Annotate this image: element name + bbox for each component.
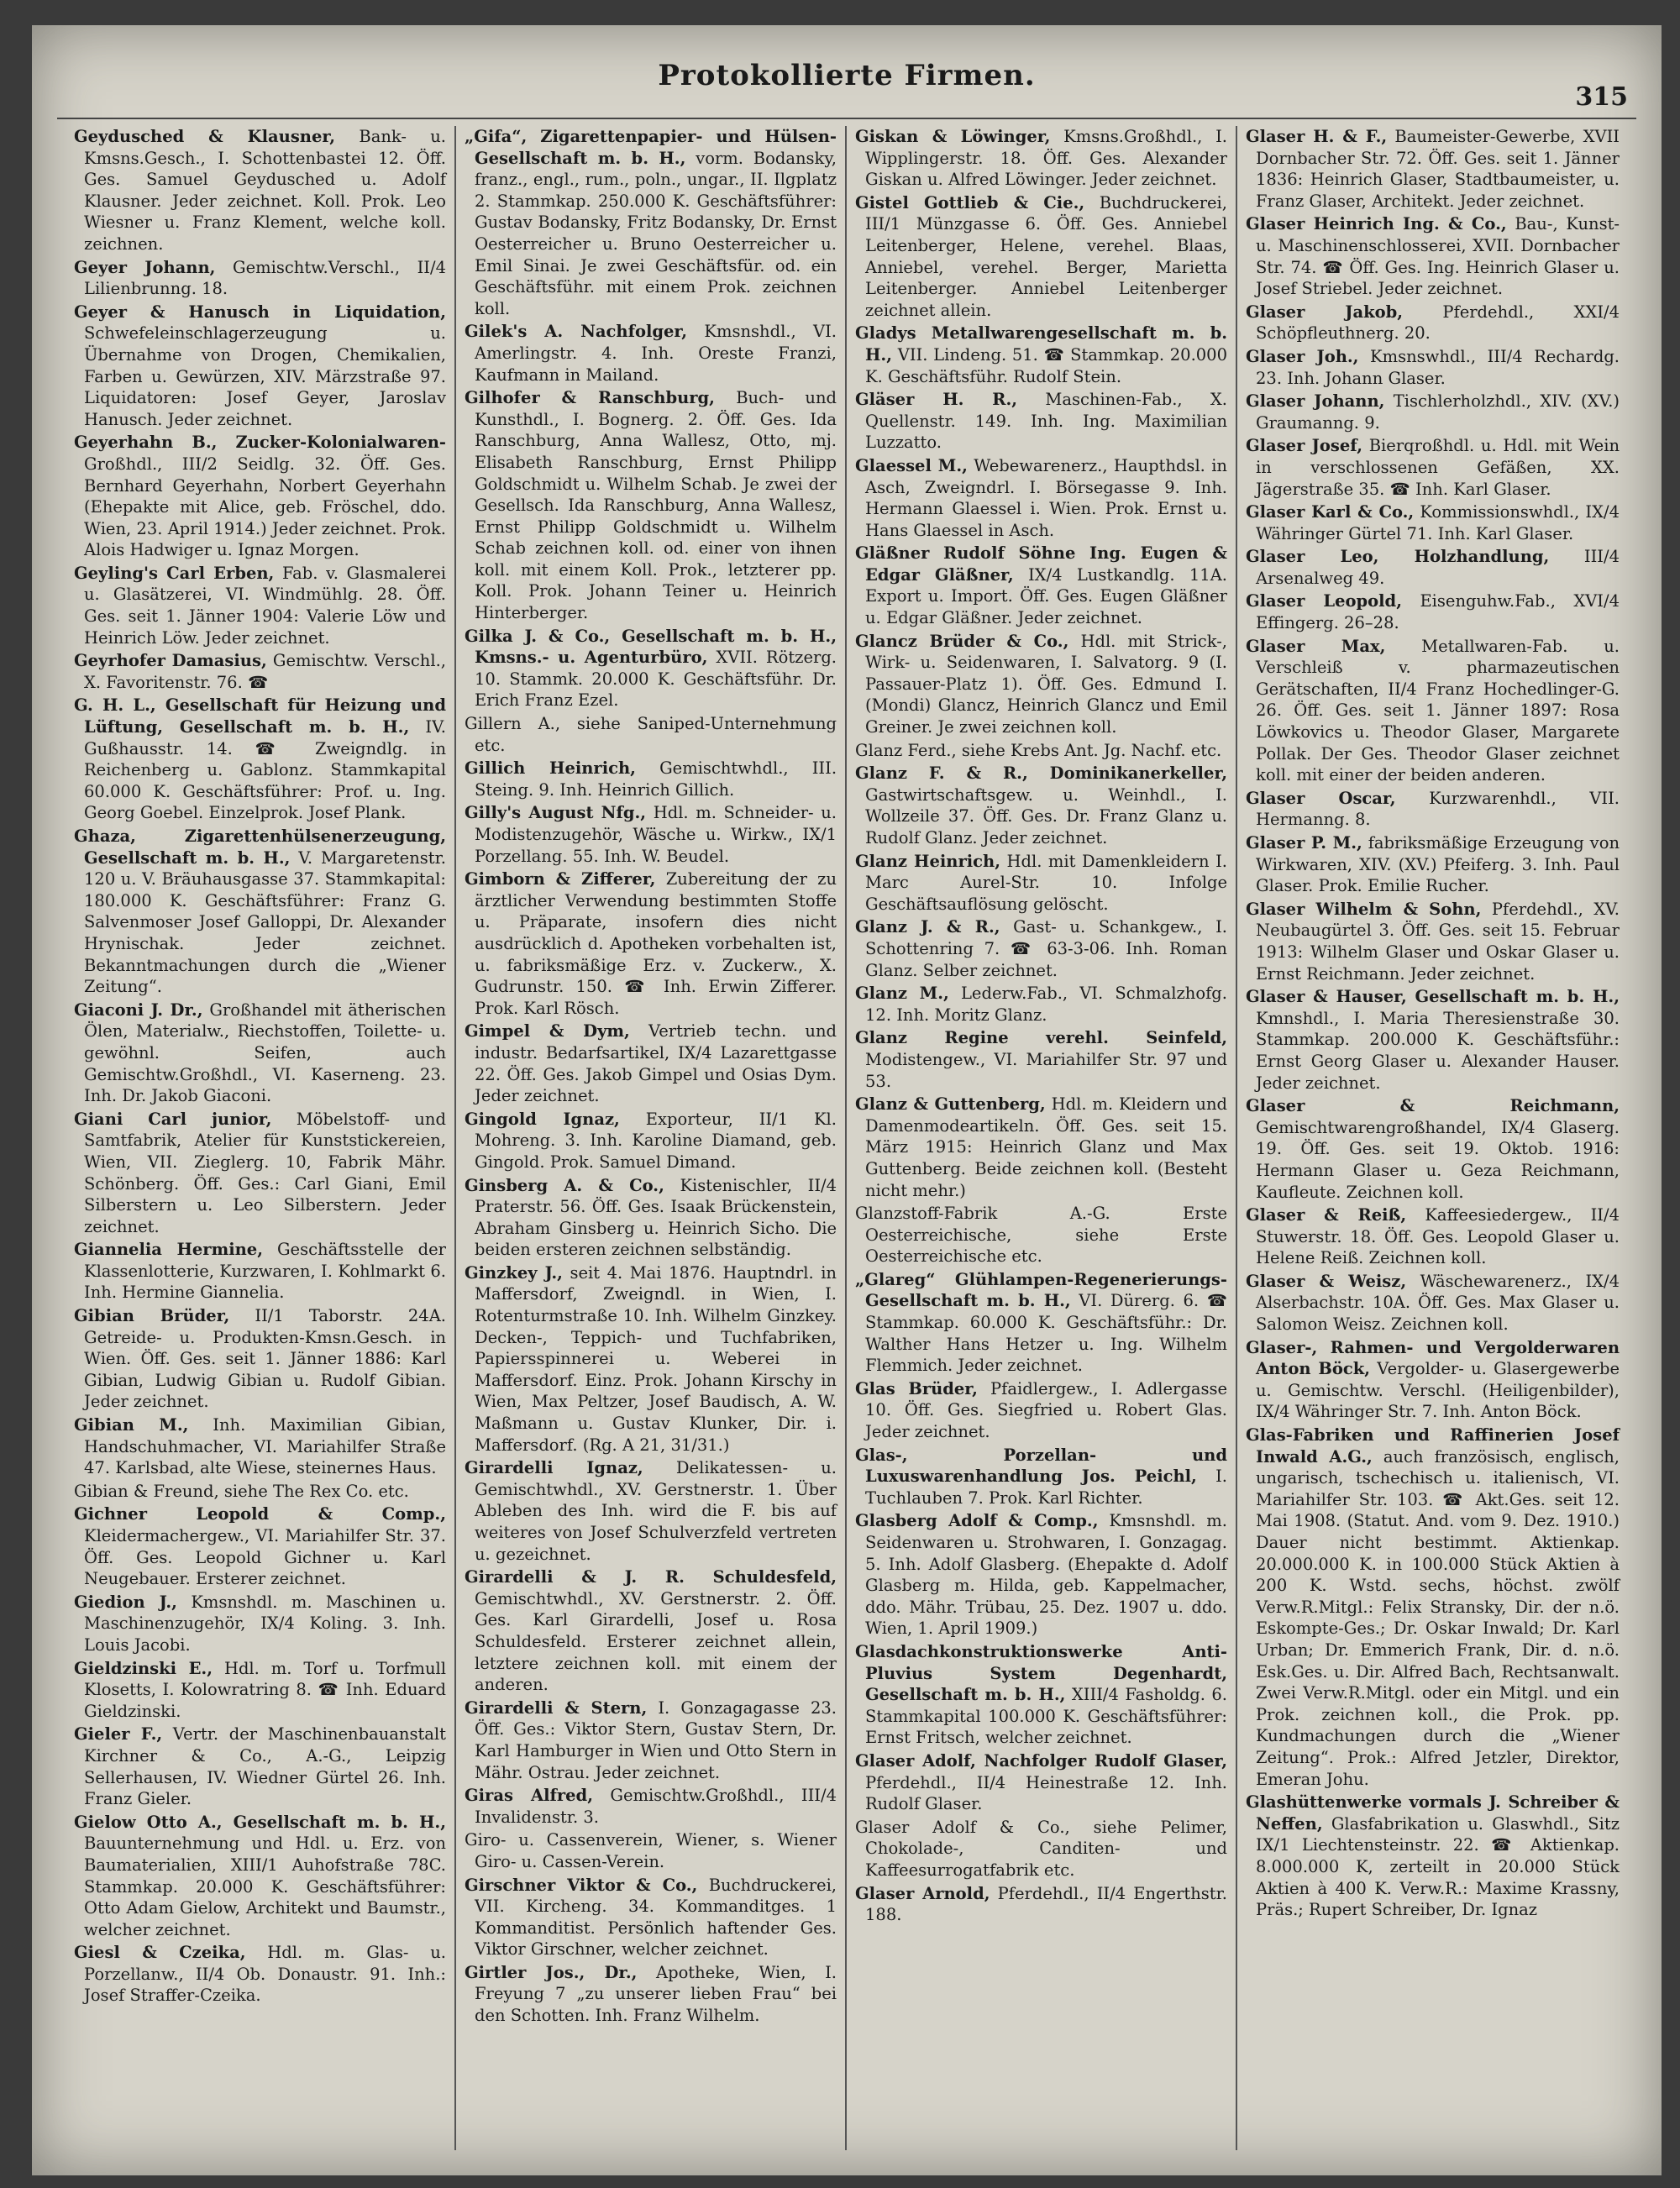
firm-details: Vertr. der Maschinenbauanstalt Kirchner & Co., A.-G., Leipzig Sellerhausen, IV. Wiedner Gürtel 26. Inh. Franz Gieler.	[84, 1724, 446, 1809]
firm-details: Kmsnswhdl., III/4 Rechardg. 23. Inh. Johann Glaser.	[1256, 346, 1620, 388]
column-1	[66, 126, 456, 2150]
column-4	[1237, 126, 1628, 2150]
firm-details: Kmsnshdl. m. Seidenwaren u. Strohwaren, I. Gonzagag. 5. Inh. Adolf Glasberg. (Ehepakte d. Adolf Glasberg m. Hilda, geb. Kappelmacher, ddo. Mähr. Trübau, 25. Dez. 1907 u. ddo. Wien, 1. April 1909.)	[865, 1511, 1227, 1639]
directory-entry	[855, 1203, 1227, 1267]
firm-details: XVII. Rötzerg. 10. Stammk. 20.000 K. Geschäftsführ. Dr. Erich Franz Ezel.	[475, 648, 837, 711]
firm-name: Glaser Heinrich Ing. & Co.,	[1246, 214, 1507, 234]
directory-entry	[855, 192, 1227, 322]
directory-entry	[465, 1175, 837, 1261]
directory-page	[32, 25, 1662, 2175]
firm-name: Gilka J. & Co., Gesellschaft m. b. H., Kmsns.- u. Agenturbüro,	[465, 626, 837, 668]
directory-entry	[1246, 1095, 1620, 1203]
firm-details: Webewarenerz., Haupthdsl. in Asch, Zweigndrl. I. Börsegasse 9. Inh. Hermann Glaessel i. Wien. Prok. Ernst u. Hans Glaessel in Asch.	[865, 455, 1227, 540]
firm-details: Kmsnshdl. m. Maschinen u. Maschinenzugehör, IX/4 Koling. 3. Inh. Louis Jacobi.	[84, 1592, 447, 1655]
firm-details: Gemischtw.Großhdl., III/4 Invalidenstr. 3.	[475, 1786, 837, 1827]
firm-name: Geyrhofer Damasius,	[74, 651, 267, 671]
firm-details: I. Gonzagagasse 23. Öff. Ges.: Viktor Stern, Gustav Stern, Dr. Karl Hamburger in Wien und Otto Stern in Mähr. Ostrau. Jeder zeichnet.	[475, 1697, 837, 1782]
firm-name: Glasberg Adolf & Comp.,	[855, 1511, 1099, 1531]
firm-details: Baumeister-Gewerbe, XVII Dornbacher Str. 72. Öff. Ges. seit 1. Jänner 1836: Heinrich Glaser, Stadtbaumeister, u. Franz Glaser, Architekt. Jeder zeichnet.	[1256, 127, 1620, 211]
firm-details: Geschäftsstelle der Klassenlotterie, Kurzwaren, I. Kohlmarkt 6. Inh. Hermine Giannelia.	[84, 1240, 446, 1303]
firm-details: V. Margaretenstr. 120 u. V. Bräuhausgasse 37. Stammkapital: 180.000 K. Geschäftsführer: Franz G. Salvenmoser Josef Galloppi, Dr. Alexander Hrynischak. Jeder zeichnet. Bekanntmachungen durch die „Wiener Zeitung“.	[84, 847, 446, 997]
directory-entry	[855, 1094, 1227, 1201]
directory-entry	[74, 1305, 446, 1413]
directory-entry	[74, 826, 446, 998]
columns	[66, 126, 1628, 2150]
firm-name: Gielow Otto A., Gesellschaft m. b. H.,	[74, 1812, 446, 1832]
directory-entry	[1246, 986, 1620, 1094]
directory-entry	[1246, 899, 1620, 984]
firm-name: Gläser H. R.,	[855, 390, 1018, 410]
directory-entry	[1246, 391, 1620, 433]
directory-entry	[74, 650, 446, 693]
firm-name: Girardelli Ignaz,	[465, 1458, 643, 1478]
firm-details: Hdl. m. Torf u. Torfmull Klosetts, I. Kolowratring 8. ☎ Inh. Eduard Gieldzinski.	[84, 1658, 447, 1721]
firm-name: „Glareg“ Glühlampen-Regenerierungs-Gesellschaft m. b. H.,	[855, 1269, 1227, 1311]
firm-details: Kistenischler, II/4 Praterstr. 56. Öff. Ges. Isaak Brückenstein, Abraham Ginsberg u. Heinrich Sicho. Die beiden ersteren zeichnen selbständig.	[475, 1175, 837, 1260]
firm-name: Glasdachkonstruktionswerke Anti-Pluvius System Degenhardt, Gesellschaft m. b. H.,	[855, 1641, 1227, 1705]
firm-name: „Gifa“, Zigarettenpapier- und Hülsen-Gesellschaft m. b. H.,	[465, 127, 837, 168]
directory-entry	[465, 1566, 837, 1696]
firm-details: II/1 Taborstr. 24A. Getreide- u. Produkten-Kmsn.Gesch. in Wien. Öff. Ges. seit 1. Jänner 1886: Karl Gibian, Ludwig Gibian u. Rudolf Gibian. Jeder zeichnet.	[84, 1306, 446, 1412]
firm-details: Giro- u. Cassenverein, Wiener, s. Wiener Giro- u. Cassen-Verein.	[465, 1830, 837, 1871]
firm-name: Glaser & Reiß,	[1246, 1205, 1407, 1225]
firm-name: Gillich Heinrich,	[465, 758, 636, 779]
directory-entry	[855, 631, 1227, 738]
directory-entry	[465, 1262, 837, 1456]
directory-entry	[465, 802, 837, 867]
directory-entry	[1246, 1204, 1620, 1269]
firm-name: Gladys Metallwarengesellschaft m. b. H.,	[855, 323, 1227, 365]
firm-name: Gilly's August Nfg.,	[465, 803, 647, 823]
firm-name: Ginzkey J.,	[465, 1262, 563, 1283]
firm-name: Gimborn & Zifferer,	[465, 869, 656, 889]
firm-details: Buch- und Kunsthdl., I. Bognerg. 2. Öff. Ges. Ida Ranschburg, Anna Wallesz, Otto, mj. Elisabeth Ranschburg, Ernst Philipp Goldschmidt u. Wilhelm Schab. Je zwei der Gesellsch. Ida Ranschburg, Anna Wallesz, Ernst Philipp Goldschmidt u. Wilhelm Schab zeichnen koll. od. einer von ihnen koll. mit einem Koll. Prok., letzterer pp. Koll. Prok. Johann Teiner u. Heinrich Hinterberger.	[475, 388, 837, 623]
directory-entry	[74, 1414, 446, 1479]
firm-details: Lederw.Fab., VI. Schmalzhofg. 12. Inh. Moritz Glanz.	[865, 984, 1227, 1025]
header-rule	[57, 118, 1636, 119]
firm-name: Geyling's Carl Erben,	[74, 563, 275, 583]
firm-name: Glaessel M.,	[855, 455, 968, 475]
firm-name: Glaser Oscar,	[1246, 788, 1396, 808]
directory-entry	[855, 455, 1227, 541]
directory-entry	[855, 1027, 1227, 1092]
firm-name: Girardelli & J. R. Schuldesfeld,	[465, 1567, 837, 1587]
directory-entry	[465, 1021, 837, 1106]
directory-entry	[74, 1724, 446, 1809]
firm-name: Giskan & Löwinger,	[855, 127, 1051, 146]
directory-entry	[74, 1109, 446, 1238]
directory-entry	[1246, 126, 1620, 212]
directory-entry	[855, 916, 1227, 981]
firm-details: Kommissionswhdl., IX/4 Währinger Gürtel 71. Inh. Karl Glaser.	[1256, 502, 1620, 543]
directory-entry	[465, 1457, 837, 1565]
firm-name: Girardelli & Stern,	[465, 1697, 648, 1718]
directory-entry	[1246, 1337, 1620, 1423]
firm-details: auch französisch, englisch, ungarisch, tschechisch u. italienisch, VI. Mariahilfer Str. 103. ☎ Akt.Ges. seit 12. Mai 1908. (Statut. And. vom 9. Dez. 1910.) Dauer nicht bestimmt. Aktienkap. 20.000.000 K. in 100.000 Stück Aktien à 200 K. Wstd. sechs, höchst. zwölf Verw.R.Mitgl.: Felix Stransky, Dir. der n.ö. Eskompte-Ges.; Dr. Oskar Inwald; Dr. Karl Urban; Dr. Emmerich Frank, Dir. d. n.ö. Esk.Ges. u. Dir. Alfred Bach, Rechtsanwalt. Zwei Verw.R.Mitgl. oder ein Mitgl. und ein Prok. zeichnen koll., die Prok. pp. Kundmachungen durch die „Wiener Zeitung“. Prok.: Alfred Jetzler, Direktor, Emeran Johu.	[1256, 1446, 1620, 1789]
directory-entry	[465, 1785, 837, 1828]
directory-entry	[1246, 546, 1620, 589]
firm-details: Gastwirtschaftsgew. u. Weinhdl., I. Wollzeile 37. Öff. Ges. Dr. Franz Glanz u. Rudolf Glanz. Jeder zeichnet.	[865, 784, 1227, 847]
directory-entry	[1246, 788, 1620, 831]
directory-entry	[1246, 302, 1620, 344]
firm-name: Geyer & Hanusch in Liquidation,	[74, 302, 446, 322]
firm-name: Gieler F.,	[74, 1724, 163, 1745]
firm-details: Bau-, Kunst- u. Maschinenschlosserei, XVII. Dornbacher Str. 74. ☎ Öff. Ges. Ing. Heinrich Glaser u. Josef Striebel. Jeder zeichnet.	[1256, 214, 1620, 299]
directory-entry	[855, 1641, 1227, 1749]
directory-entry	[74, 1481, 446, 1503]
firm-name: Glaser & Weisz,	[1246, 1271, 1407, 1291]
firm-details: Vertrieb techn. und industr. Bedarfsartikel, IX/4 Lazarettgasse 22. Öff. Ges. Jakob Gimpel und Osias Dym. Jeder zeichnet.	[475, 1021, 837, 1106]
firm-details: Gemischtwhdl., III. Steing. 9. Inh. Heinrich Gillich.	[475, 758, 837, 800]
firm-details: Gemischtw. Verschl., X. Favoritenstr. 76. ☎	[84, 651, 446, 692]
firm-details: Glasfabrikation u. Glaswhdl., Sitz IX/1 Liechtensteinstr. 22. ☎ Aktienkap. 8.000.000 K, zerteilt in 20.000 Stück Aktien à 400 K. Verw.R.: Maxime Krassny, Präs.; Rupert Schreiber, Dr. Ignaz	[1256, 1813, 1620, 1920]
directory-entry	[465, 758, 837, 800]
directory-entry	[465, 868, 837, 1019]
firm-details: Möbelstoff- und Samtfabrik, Atelier für Kunststickereien, Wien, VII. Zieglerg. 10, Fabrik Mähr. Schönberg. Öff. Ges.: Carl Giani, Emil Silberstern u. Leo Silberstern. Jeder zeichnet.	[84, 1109, 446, 1236]
directory-entry	[855, 1269, 1227, 1377]
firm-details: Vergolder- u. Glasergewerbe u. Gemischtw. Verschl. (Heiligenbilder), IX/4 Währinger Str. 7. Inh. Anton Böck.	[1256, 1359, 1620, 1422]
firm-name: Glaser P. M.,	[1246, 833, 1362, 853]
firm-details: Glanzstoff-Fabrik A.-G. Erste Oesterreichische, siehe Erste Oesterreichische etc.	[855, 1204, 1227, 1267]
firm-name: Glaser Arnold,	[855, 1883, 990, 1903]
directory-entry	[465, 713, 837, 756]
firm-details: Gillern A., siehe Saniped-Unternehmung etc.	[465, 714, 837, 755]
firm-details: Delikatessen- u. Gemischtwhdl., XV. Gerstnerstr. 1. Über Ableben des Inh. wird die F. bis auf weiteres von Josef Schulverzfeld vertreten u. gezeichnet.	[475, 1458, 837, 1564]
directory-entry	[465, 321, 837, 386]
firm-name: Glaser & Reichmann,	[1246, 1096, 1620, 1116]
firm-name: Glas Brüder,	[855, 1378, 978, 1398]
firm-name: Gibian Brüder,	[74, 1306, 230, 1326]
firm-details: Modistengew., VI. Mariahilfer Str. 97 und 53.	[865, 1049, 1227, 1091]
directory-entry	[855, 1510, 1227, 1640]
firm-details: seit 4. Mai 1876. Hauptndrl. in Maffersdorf, Zweigndl. in Wien, I. Rotenturmstraße 10. Inh. Wilhelm Ginzkey. Decken-, Teppich- und Tuchfabriken, Papiersspinnerei u. Weberei in Maffersdorf. Einz. Prok. Johann Kirschy in Wien, Max Peltzer, Josef Baudisch, A. W. Maßmann u. Gustav Klunker, Dir. i. Maffersdorf. (Rg. A 21, 31/31.)	[475, 1262, 837, 1455]
directory-entry	[1246, 590, 1620, 633]
firm-details: Kleidermachergew., VI. Mariahilfer Str. 37. Öff. Ges. Leopold Gichner u. Karl Neugebauer. Ersterer zeichnet.	[84, 1526, 446, 1589]
directory-entry	[855, 763, 1227, 848]
directory-entry	[1246, 636, 1620, 786]
directory-entry	[74, 1942, 446, 2007]
directory-entry	[74, 257, 446, 300]
firm-name: Glaser Josef,	[1246, 436, 1363, 456]
page-header: Protokollierte Firmen.	[658, 59, 1036, 92]
directory-entry	[855, 851, 1227, 916]
directory-entry	[74, 302, 446, 431]
directory-entry	[855, 983, 1227, 1026]
firm-details: IX/4 Lustkandlg. 11A. Export u. Import. Öff. Ges. Eugen Gläßner u. Edgar Gläßner. Jeder zeichnet.	[865, 564, 1227, 628]
firm-details: Glanz Ferd., siehe Krebs Ant. Jg. Nachf. etc.	[855, 740, 1222, 760]
directory-entry	[465, 1875, 837, 1960]
firm-details: I. Tuchlauben 7. Prok. Karl Richter.	[865, 1467, 1227, 1508]
directory-entry	[74, 563, 446, 648]
firm-details: Kmsns.Großhdl., I. Wipplingerstr. 18. Öff. Ges. Alexander Giskan u. Alfred Löwinger. Jeder zeichnet.	[865, 127, 1227, 190]
firm-name: G. H. L., Gesellschaft für Heizung und Lüftung, Gesellschaft m. b. H.,	[74, 695, 446, 737]
firm-details: Kurzwarenhdl., VII. Hermanng. 8.	[1256, 788, 1620, 830]
firm-details: Gemischtw.Verschl., II/4 Lilienbrunng. 18.	[84, 257, 446, 299]
firm-details: Kmnshdl., I. Maria Theresienstraße 30. Stammkap. 200.000 K. Geschäftsführ.: Ernst Georg Glaser u. Alexander Hauser. Jeder zeichnet.	[1256, 1008, 1620, 1093]
firm-details: Buchdruckerei, III/1 Münzgasse 6. Öff. Ges. Anniebel Leitenberger, Helene, verehel. Blaas, Anniebel, verehel. Berger, Marietta Leitenberger. Anniebel Leitenberger zeichnet allein.	[865, 192, 1227, 320]
directory-entry	[74, 695, 446, 824]
firm-name: Gichner Leopold & Comp.,	[74, 1504, 446, 1524]
directory-entry	[855, 543, 1227, 628]
directory-entry	[74, 432, 446, 561]
firm-name: Glaser Jakob,	[1246, 302, 1404, 322]
directory-entry	[855, 1817, 1227, 1881]
page-number: 315	[1575, 82, 1628, 112]
directory-entry	[855, 126, 1227, 191]
firm-details: XIII/4 Fasholdg. 6. Stammkapital 100.000 K. Geschäftsführer: Ernst Fritsch, welcher zeichnet.	[865, 1685, 1227, 1748]
firm-name: Gingold Ignaz,	[465, 1109, 620, 1129]
firm-details: Kmsnshdl., VI. Amerlingstr. 4. Inh. Oreste Franzi, Kaufmann in Mailand.	[475, 322, 837, 385]
firm-details: Pferdehdl., XXI/4 Schöpfleuthnerg. 20.	[1256, 302, 1620, 344]
firm-name: Gilek's A. Nachfolger,	[465, 322, 688, 342]
firm-details: Gast- u. Schankgew., I. Schottenring 7. ☎ 63-3-06. Inh. Roman Glanz. Selber zeichnet.	[865, 917, 1227, 980]
directory-entry	[74, 1592, 446, 1656]
directory-entry	[1246, 1792, 1620, 1921]
firm-details: Hdl. mit Damenkleidern I. Marc Aurel-Str. 10. Infolge Geschäftsauflösung gelöscht.	[865, 851, 1227, 914]
firm-name: Giedion J.,	[74, 1592, 177, 1612]
directory-entry	[1246, 346, 1620, 389]
firm-name: Glaser H. & F.,	[1246, 127, 1388, 146]
firm-details: IV. Gußhausstr. 14. ☎ Zweigndlg. in Reichenberg u. Gablonz. Stammkapital 60.000 K. Geschäftsführer: Prof. u. Ing. Georg Goebel. Einzelprok. Josef Plank.	[84, 717, 446, 823]
firm-name: Glas-Fabriken und Raffinerien Josef Inwald A.G.,	[1246, 1425, 1620, 1467]
firm-details: Tischlerholzhdl., XIV. (XV.) Graumanng. 9.	[1256, 391, 1620, 433]
firm-details: Buchdruckerei, VII. Kircheng. 34. Kommanditges. 1 Kommanditist. Persönlich haftender Ges. Viktor Girschner, welcher zeichnet.	[475, 1875, 837, 1960]
firm-name: Gilhofer & Ranschburg,	[465, 388, 715, 408]
directory-entry	[855, 323, 1227, 387]
firm-name: Glaser Leopold,	[1246, 591, 1402, 611]
firm-name: Girschner Viktor & Co.,	[465, 1875, 698, 1895]
directory-entry	[855, 1378, 1227, 1443]
directory-entry	[855, 740, 1227, 762]
directory-entry	[465, 1962, 837, 2027]
directory-entry	[465, 126, 837, 319]
firm-name: Glaser Wilhelm & Sohn,	[1246, 899, 1482, 919]
firm-name: Glanz J. & R.,	[855, 917, 1000, 937]
firm-details: Apotheke, Wien, I. Freyung 7 „zu unserer lieben Frau“ bei den Schotten. Inh. Franz Wilhelm.	[475, 1962, 837, 2026]
firm-details: Bank- u. Kmsns.Gesch., I. Schottenbastei 12. Öff. Ges. Samuel Geydusched u. Adolf Klausner. Jeder zeichnet. Koll. Prok. Leo Wiesner u. Franz Klement, welche koll. zeichnen.	[84, 127, 446, 254]
firm-details: Eisenguhw.Fab., XVI/4 Effingerg. 26–28.	[1256, 591, 1620, 633]
firm-details: Wäschewarenerz., IX/4 Alserbachstr. 10A. Öff. Ges. Max Glaser u. Salomon Weisz. Zeichnen koll.	[1256, 1271, 1620, 1335]
firm-name: Geydusched & Klausner,	[74, 127, 336, 146]
firm-name: Glaser Karl & Co.,	[1246, 502, 1415, 522]
firm-name: Giaconi J. Dr.,	[74, 1000, 203, 1020]
firm-details: Maschinen-Fab., X. Quellenstr. 149. Inh. Ing. Maximilian Luzzatto.	[865, 390, 1227, 453]
firm-details: Pferdehdl., XV. Neubaugürtel 3. Öff. Ges. seit 15. Februar 1913: Wilhelm Glaser und Oskar Glaser u. Ernst Reichmann. Jeder zeichnet.	[1256, 899, 1620, 984]
firm-details: Gemischtwhdl., XV. Gerstnerstr. 2. Öff. Ges. Karl Girardelli, Josef u. Rosa Schuldesfeld. Ersterer zeichnet allein, letztere zeichnen koll. mit einem der anderen.	[475, 1588, 837, 1695]
firm-name: Glaser Johann,	[1246, 391, 1385, 412]
firm-name: Ginsberg A. & Co.,	[465, 1175, 664, 1195]
firm-details: Inh. Maximilian Gibian, Handschuhmacher, VI. Mariahilfer Straße 47. Karlsbad, alte Wiese, steinernes Haus.	[84, 1415, 446, 1478]
firm-details: fabriksmäßige Erzeugung von Wirkwaren, XIV. (XV.) Pfeiferg. 3. Inh. Paul Glaser. Prok. Emilie Rucher.	[1256, 833, 1620, 896]
directory-entry	[855, 389, 1227, 454]
firm-details: Pfaidlergew., I. Adlergasse 10. Öff. Ges. Siegfried u. Robert Glas. Jeder zeichnet.	[865, 1378, 1227, 1442]
firm-details: Großhandel mit ätherischen Ölen, Materialw., Riechstoffen, Toilette- u. gewöhnl. Seifen, auch Gemischtw.Großhdl., VI. Kaserneng. 23. Inh. Dr. Jakob Giaconi.	[84, 1000, 447, 1106]
firm-name: Girtler Jos., Dr.,	[465, 1962, 638, 1982]
firm-details: Pferdehdl., II/4 Engerthstr. 188.	[865, 1883, 1228, 1925]
directory-entry	[74, 1658, 446, 1723]
firm-name: Glaser & Hauser, Gesellschaft m. b. H.,	[1246, 987, 1620, 1007]
directory-entry	[855, 1445, 1227, 1509]
firm-name: Glas-, Porzellan- und Luxuswarenhandlung Jos. Peichl,	[855, 1445, 1227, 1487]
firm-name: Glashüttenwerke vormals J. Schreiber & Neffen,	[1246, 1792, 1620, 1834]
directory-entry	[74, 1000, 446, 1107]
firm-name: Gibian M.,	[74, 1415, 189, 1435]
firm-details: Zubereitung der zu ärztlicher Verwendung bestimmten Stoffe u. Präparate, insofern dies nicht ausdrücklich d. Apotheken vorbehalten ist, u. fabriksmäßige Erz. v. Zuckerw., X. Gudrunstr. 150. ☎ Inh. Erwin Zifferer. Prok. Karl Rösch.	[475, 869, 837, 1018]
firm-details: Hdl. mit Strick-, Wirk- u. Seidenwaren, I. Salvatorg. 9 (I. Passauer-Platz 1). Öff. Ges. Edmund I. (Mondi) Glancz, Heinrich Glancz und Emil Greiner. Je zwei zeichnen koll.	[865, 631, 1227, 737]
firm-name: Glaser-, Rahmen- und Vergolderwaren Anton Böck,	[1246, 1337, 1620, 1379]
firm-details: Hdl. m. Kleidern und Damenmodeartikeln. Öff. Ges. seit 15. März 1915: Heinrich Glanz und Max Guttenberg. Beide zeichnen koll. (Besteht nicht mehr.)	[865, 1094, 1227, 1200]
firm-name: Geyerhahn B., Zucker-Kolonialwaren-	[74, 433, 446, 453]
firm-name: Glanz Regine verehl. Seinfeld,	[855, 1028, 1227, 1048]
firm-details: Gibian & Freund, siehe The Rex Co. etc.	[74, 1481, 409, 1501]
directory-entry	[1246, 501, 1620, 544]
firm-details: Metallwaren-Fab. u. Verschleiß v. pharmazeutischen Gerätschaften, II/4 Franz Hochedlinger-G. 26. Öff. Ges. seit 1. Jänner 1897: Rosa Löwkovics u. Theodor Glaser, Margarete Pollak. Der Ges. Theodor Glaser zeichnet koll. mit einer der beiden anderen.	[1256, 636, 1620, 785]
firm-name: Glanz F. & R., Dominikanerkeller,	[855, 763, 1227, 784]
directory-entry	[465, 1829, 837, 1872]
firm-name: Glanz M.,	[855, 984, 949, 1004]
directory-entry	[1246, 1425, 1620, 1790]
firm-details: Hdl. m. Schneider- u. Modistenzugehör, Wäsche u. Wirkw., IX/1 Porzellang. 55. Inh. W. Beudel.	[475, 803, 837, 866]
firm-name: Glaser Max,	[1246, 636, 1386, 656]
directory-entry	[465, 1697, 837, 1783]
firm-details: Gemischtwarengroßhandel, IX/4 Glaserg. 19. Öff. Ges. seit 19. Oktob. 1916: Hermann Glaser u. Geza Reichmann, Kaufleute. Zeichnen koll.	[1256, 1117, 1620, 1202]
firm-name: Ghaza, Zigarettenhülsenerzeugung, Gesellschaft m. b. H.,	[74, 826, 446, 868]
firm-details: VI. Dürerg. 6. ☎ Stammkap. 60.000 K. Geschäftsführ.: Dr. Walther Hans Hetzer u. Ing. Wilhelm Flemmich. Jeder zeichnet.	[865, 1291, 1227, 1376]
directory-entry	[1246, 1271, 1620, 1335]
firm-name: Gieldzinski E.,	[74, 1658, 213, 1678]
firm-name: Glaser Adolf, Nachfolger Rudolf Glaser,	[855, 1750, 1227, 1771]
directory-entry	[74, 1503, 446, 1589]
firm-name: Gimpel & Dym,	[465, 1021, 630, 1042]
firm-name: Giras Alfred,	[465, 1786, 593, 1806]
column-3	[847, 126, 1237, 2150]
firm-name: Glanz Heinrich,	[855, 851, 1000, 871]
directory-entry	[465, 1109, 837, 1173]
firm-name: Glaser Leo, Holzhandlung,	[1246, 547, 1550, 567]
firm-name: Giesl & Czeika,	[74, 1943, 246, 1963]
directory-entry	[74, 1812, 446, 1941]
directory-entry	[1246, 435, 1620, 500]
directory-entry	[1246, 213, 1620, 299]
firm-name: Geyer Johann,	[74, 257, 216, 277]
firm-details: Bauunternehmung und Hdl. u. Erz. von Baumaterialien, XIII/1 Auhofstraße 78C. Stammkap. 20.000 K. Geschäftsführer: Otto Adam Gielow, Architekt und Baumstr., welcher zeichnet.	[84, 1834, 446, 1939]
firm-name: Giannelia Hermine,	[74, 1240, 263, 1260]
firm-details: vorm. Bodansky, franz., engl., rum., poln., ungar., II. Ilgplatz 2. Stammkap. 250.000 K. Geschäftsführer: Gustav Bodansky, Fritz Bodansky, Dr. Ernst Oesterreicher u. Bruno Oesterreicher u. Emil Sinai. Je zwei Geschäftsfür. od. ein Geschäftsführ. mit einem Prok. zeichnen koll.	[475, 148, 837, 318]
firm-name: Glanz & Guttenberg,	[855, 1094, 1046, 1115]
firm-details: Fab. v. Glasmalerei u. Glasätzerei, VI. Windmühlg. 28. Öff. Ges. seit 1. Jänner 1904: Valerie Löw und Heinrich Löw. Jeder zeichnet.	[84, 563, 447, 648]
firm-name: Gläßner Rudolf Söhne Ing. Eugen & Edgar Gläßner,	[855, 543, 1227, 585]
firm-details: Pferdehdl., II/4 Heinestraße 12. Inh. Rudolf Glaser.	[865, 1772, 1227, 1814]
firm-name: Glancz Brüder & Co.,	[855, 631, 1069, 651]
firm-name: Gistel Gottlieb & Cie.,	[855, 192, 1085, 213]
directory-entry	[74, 126, 446, 255]
firm-details: Hdl. m. Glas- u. Porzellanw., II/4 Ob. Donaustr. 91. Inh.: Josef Straffer-Czeika.	[84, 1943, 446, 2006]
firm-details: Exporteur, II/1 Kl. Mohreng. 3. Inh. Karoline Diamand, geb. Gingold. Prok. Samuel Dimand.	[475, 1109, 837, 1172]
firm-details: III/4 Arsenalweg 49.	[1256, 547, 1620, 588]
directory-entry	[855, 1883, 1227, 1926]
firm-details: Kaffeesiedergew., II/4 Stuwerstr. 18. Öff. Ges. Leopold Glaser u. Helene Reiß. Zeichnen koll.	[1256, 1205, 1620, 1268]
directory-entry	[465, 626, 837, 711]
directory-entry	[1246, 832, 1620, 897]
firm-name: Glaser Joh.,	[1246, 346, 1359, 366]
firm-details: Glaser Adolf & Co., siehe Pelimer, Chokolade-, Canditen- und Kaffeesurrogatfabrik etc.	[855, 1817, 1227, 1880]
firm-details: VII. Lindeng. 51. ☎ Stammkap. 20.000 K. Geschäftsführ. Rudolf Stein.	[865, 344, 1227, 386]
firm-name: Giani Carl junior,	[74, 1109, 272, 1129]
firm-details: Schwefeleinschlagerzeugung u. Übernahme von Drogen, Chemikalien, Farben u. Gewürzen, XIV. Märzstraße 97. Liquidatoren: Josef Geyer, Jaroslav Hanusch. Jeder zeichnet.	[84, 323, 446, 429]
directory-entry	[74, 1239, 446, 1304]
firm-details: Großhdl., III/2 Seidlg. 32. Öff. Ges. Bernhard Geyerhahn, Norbert Geyerhahn (Ehepakte mit Alice, geb. Fröschel, ddo. Wien, 23. April 1914.) Jeder zeichnet. Prok. Alois Hadwiger u. Ignaz Morgen.	[84, 454, 446, 560]
firm-details: Bierqroßhdl. u. Hdl. mit Wein in verschlossenen Gefäßen, XX. Jägerstraße 35. ☎ Inh. Karl Glaser.	[1256, 436, 1620, 499]
directory-entry	[465, 387, 837, 624]
directory-entry	[855, 1750, 1227, 1815]
column-2	[456, 126, 847, 2150]
